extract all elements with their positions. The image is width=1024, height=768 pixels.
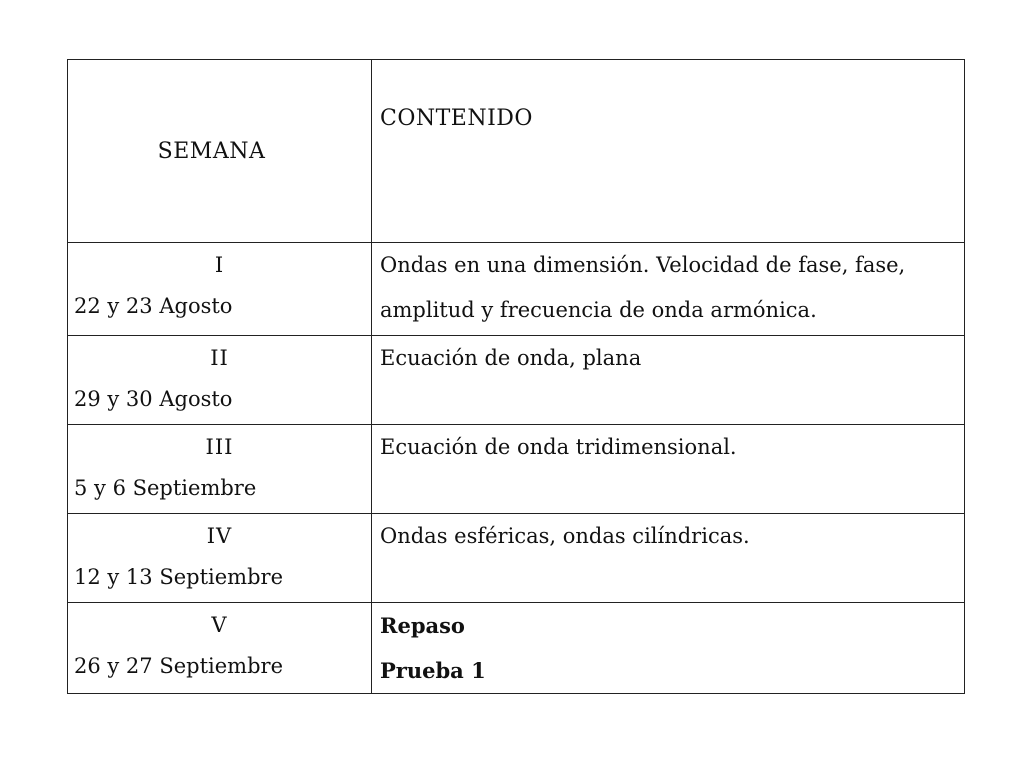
content-cell bbox=[372, 514, 965, 603]
week-dates: 5 y 6 Septiembre bbox=[74, 476, 257, 501]
week-dates: 22 y 23 Agosto bbox=[74, 294, 233, 319]
header-content-label: CONTENIDO bbox=[380, 106, 533, 131]
content-cell bbox=[372, 425, 965, 514]
content-line: Repaso bbox=[380, 613, 465, 638]
content-line: Ondas en una dimensión. Velocidad de fase, fase, bbox=[380, 253, 906, 277]
week-number: I bbox=[214, 253, 225, 277]
content-cell bbox=[372, 243, 965, 336]
week-cell bbox=[68, 336, 372, 425]
header-week-label: SEMANA bbox=[157, 138, 266, 164]
table-row bbox=[68, 336, 965, 425]
week-cell bbox=[68, 603, 372, 694]
week-number: II bbox=[210, 346, 229, 370]
table-row bbox=[68, 243, 965, 336]
week-number: V bbox=[211, 613, 228, 637]
table-row bbox=[68, 603, 965, 694]
table-header-row bbox=[68, 60, 965, 243]
content-line: Ondas esféricas, ondas cilíndricas. bbox=[380, 524, 750, 548]
schedule-table bbox=[67, 59, 965, 694]
content-line: amplitud y frecuencia de onda armónica. bbox=[380, 298, 817, 322]
week-number: IV bbox=[206, 524, 233, 548]
header-week-cell bbox=[68, 60, 372, 243]
content-cell bbox=[372, 603, 965, 694]
week-dates: 26 y 27 Septiembre bbox=[74, 654, 283, 679]
content-line: Prueba 1 bbox=[380, 658, 486, 683]
week-cell bbox=[68, 425, 372, 514]
content-line: Ecuación de onda, plana bbox=[380, 346, 642, 370]
week-dates: 29 y 30 Agosto bbox=[74, 387, 233, 412]
table-row bbox=[68, 514, 965, 603]
week-cell bbox=[68, 514, 372, 603]
week-number: III bbox=[205, 435, 234, 459]
content-line: Ecuación de onda tridimensional. bbox=[380, 435, 737, 459]
content-cell bbox=[372, 336, 965, 425]
week-cell bbox=[68, 243, 372, 336]
header-content-cell bbox=[372, 60, 965, 243]
week-dates: 12 y 13 Septiembre bbox=[74, 565, 283, 590]
table-row bbox=[68, 425, 965, 514]
